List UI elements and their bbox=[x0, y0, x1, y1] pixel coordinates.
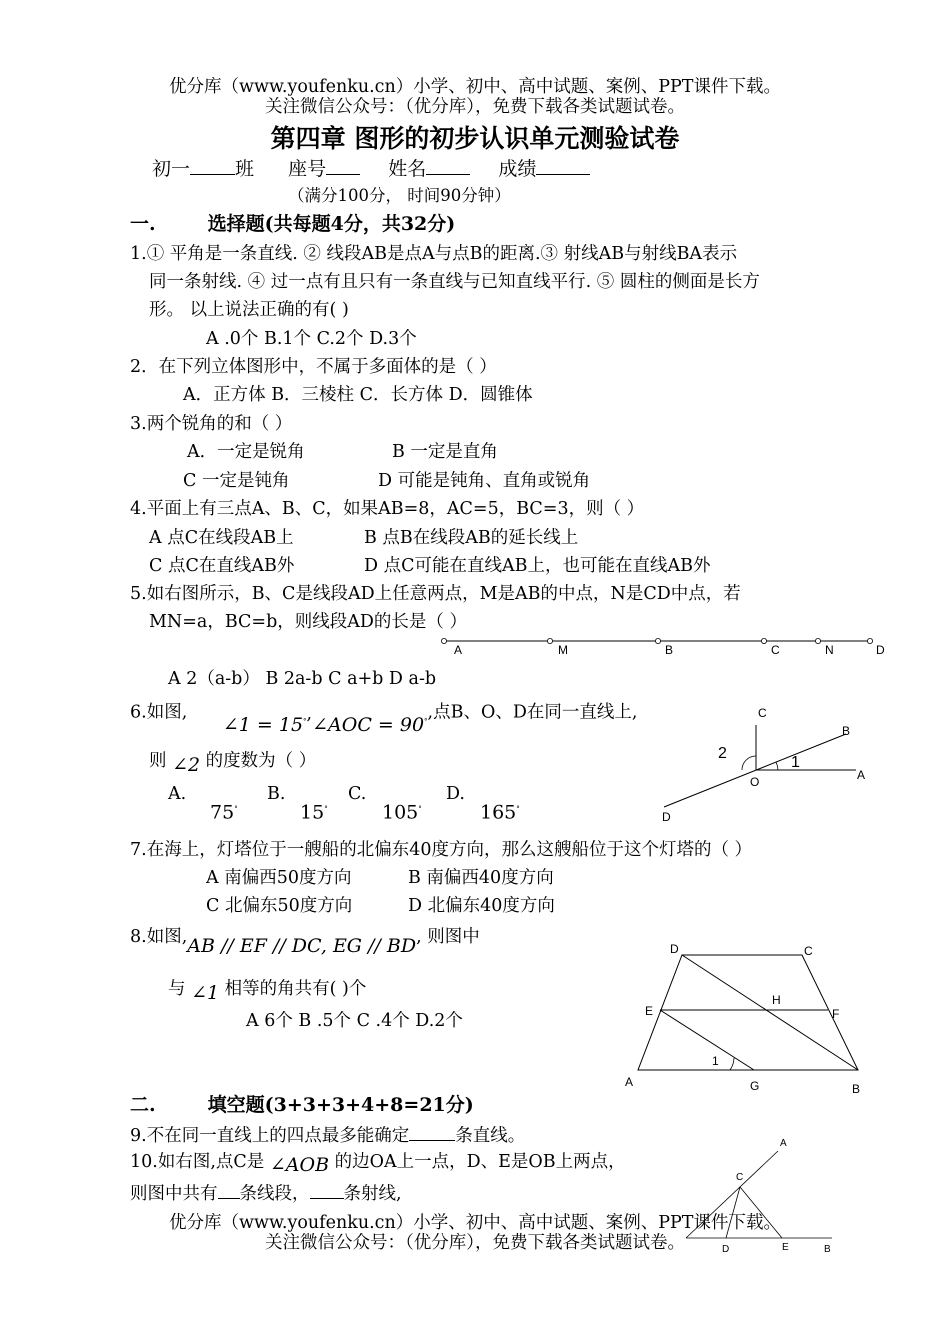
q8-pre: 8.如图, bbox=[130, 927, 188, 947]
q4-option-c: C 点C在直线AB外 bbox=[149, 556, 295, 576]
q7-option-d: D 北偏东40度方向 bbox=[408, 896, 555, 916]
label-e: E bbox=[645, 1004, 654, 1018]
label-b: B bbox=[824, 1244, 831, 1255]
footer-line-1: 优分库（www.youfenku.cn）小学、初中、高中试题、案例、PPT课件下载。 bbox=[169, 1213, 781, 1233]
q10-angle-aob: ∠AOB bbox=[269, 1154, 330, 1176]
q8-line-2-pre: 与 bbox=[168, 979, 186, 999]
q6-option-a-label: A. bbox=[168, 784, 187, 804]
q4-stem: 4.平面上有三点A、B、C，如果AB=8，AC=5，BC=3，则（ ） bbox=[130, 499, 645, 519]
q4-option-d: D 点C可能在直线AB上，也可能在直线AB外 bbox=[364, 556, 711, 576]
info-name: 姓名 bbox=[388, 158, 427, 180]
footer-line-2: 关注微信公众号：（优分库），免费下载各类试题试卷。 bbox=[265, 1233, 685, 1253]
info-class: 班 bbox=[235, 158, 255, 180]
arc-angle-1 bbox=[776, 762, 778, 770]
q10-line-2-c: 条射线, bbox=[343, 1184, 402, 1204]
label-d: D bbox=[662, 810, 671, 824]
q6-angle-aoc: ∠AOC = 90° bbox=[312, 714, 428, 737]
q1-options: A .0个 B.1个 C.2个 D.3个 bbox=[206, 329, 417, 349]
point-a bbox=[441, 638, 446, 643]
label-c: C bbox=[771, 643, 780, 657]
section-1-number: 一. bbox=[130, 213, 156, 235]
q10-line-2-b: 条线段， bbox=[239, 1184, 310, 1204]
q10-line-2-a: 则图中共有 bbox=[130, 1184, 218, 1204]
label-m: M bbox=[558, 643, 568, 657]
q6-line-2-post: 的度数为（ ） bbox=[205, 751, 317, 771]
label-angle-2: 2 bbox=[718, 745, 727, 762]
q7-option-b: B 南偏西40度方向 bbox=[408, 868, 554, 888]
q6-angle-2: ∠2 bbox=[172, 754, 201, 776]
label-d: D bbox=[876, 643, 885, 657]
q6-option-b-label: B. bbox=[267, 784, 286, 804]
q10-pre: 10.如右图,点C是 bbox=[130, 1152, 265, 1172]
q8-trapezoid-figure bbox=[620, 938, 870, 1098]
class-blank[interactable] bbox=[190, 156, 235, 175]
segment-eg bbox=[660, 1010, 754, 1070]
point-m bbox=[547, 638, 552, 643]
section-2-heading bbox=[130, 1094, 474, 1116]
q1-line-1: 1.① 平角是一条直线. ② 线段AB是点A与点B的距离.③ 射线AB与射线BA表示 bbox=[130, 244, 738, 264]
label-d: D bbox=[722, 1244, 730, 1255]
trapezoid-abcd bbox=[638, 955, 858, 1070]
q6-option-d-label: D. bbox=[446, 784, 465, 804]
label-angle-1: 1 bbox=[791, 754, 800, 771]
q6-angle-figure bbox=[650, 700, 880, 825]
q1-line-2: 同一条射线. ④ 过一点有且只有一条直线与已知直线平行. ⑤ 圆柱的侧面是长方 bbox=[149, 272, 760, 292]
info-grade: 初一 bbox=[152, 158, 191, 180]
q10-post: 的边OA上一点，D、E是OB上两点， bbox=[334, 1152, 626, 1172]
q8-parallel-expr: AB // EF // DC, EG // BD bbox=[187, 935, 417, 957]
q5-options: A 2（a-b） B 2a-b C a+b D a-b bbox=[168, 669, 437, 689]
info-seat: 座号 bbox=[288, 158, 327, 180]
section-1-title: 选择题(共每题4分，共32分) bbox=[207, 213, 456, 235]
label-angle-1: 1 bbox=[712, 1054, 719, 1068]
q2-options: A．正方体 B．三棱柱 C．长方体 D．圆锥体 bbox=[183, 385, 533, 405]
q1-line-3: 形。 以上说法正确的有( ) bbox=[149, 300, 349, 320]
arc-angle-2 bbox=[742, 756, 756, 770]
arc-angle-1 bbox=[730, 1058, 734, 1070]
degree-mark: ° bbox=[424, 718, 428, 726]
q6-post: ,点B、O、D在同一直线上, bbox=[427, 702, 638, 723]
q6-angle-1: ∠1 = 15° bbox=[222, 714, 307, 737]
q4-option-a: A 点C在线段AB上 bbox=[149, 528, 294, 548]
q6-option-c-value: 105° bbox=[382, 801, 422, 824]
degree-mark: ° bbox=[303, 718, 307, 726]
q2-stem: 2．在下列立体图形中，不属于多面体的是（ ） bbox=[130, 357, 497, 377]
student-info bbox=[152, 156, 590, 180]
label-h: H bbox=[772, 993, 781, 1007]
q6-option-c-label: C. bbox=[348, 784, 367, 804]
label-c: C bbox=[736, 1172, 744, 1183]
info-score: 成绩 bbox=[498, 158, 537, 180]
q8-angle-1: ∠1 bbox=[191, 982, 220, 1004]
point-n bbox=[815, 638, 820, 643]
q3-stem: 3.两个锐角的和（ ） bbox=[130, 414, 293, 434]
q7-option-c: C 北偏东50度方向 bbox=[206, 896, 353, 916]
section-2-title: 填空题(3+3+3+4+8=21分) bbox=[207, 1094, 474, 1116]
q8-line-2-post: 相等的角共有( )个 bbox=[224, 979, 367, 999]
q10-rays-blank[interactable] bbox=[310, 1180, 344, 1199]
label-n: N bbox=[825, 643, 834, 657]
q6-option-a-value: 75° bbox=[210, 801, 238, 824]
label-b: B bbox=[842, 724, 851, 738]
label-e: E bbox=[782, 1242, 789, 1253]
q6-pre: 6.如图, bbox=[130, 702, 188, 723]
q6-line-1: 6.如图, ∠1 = 15°,∠AOC = 90°,点B、O、D在同一直线上, bbox=[130, 702, 638, 737]
q8-options: A 6个 B .5个 C .4个 D.2个 bbox=[246, 1011, 463, 1031]
q6-option-b-value: 15° bbox=[300, 801, 328, 824]
q8-line-2 bbox=[168, 977, 367, 1004]
label-g: G bbox=[750, 1079, 760, 1093]
subtitle: （满分100分， 时间90分钟） bbox=[288, 186, 511, 205]
q5-segment-figure bbox=[440, 636, 900, 662]
point-c bbox=[761, 638, 766, 643]
label-a: A bbox=[454, 643, 463, 657]
seat-blank[interactable] bbox=[326, 156, 360, 175]
label-a: A bbox=[780, 1138, 787, 1149]
name-blank[interactable] bbox=[426, 156, 470, 175]
q8-post: , 则图中 bbox=[416, 927, 480, 947]
q10-line-1 bbox=[130, 1150, 626, 1176]
q10-segments-blank[interactable] bbox=[218, 1180, 240, 1199]
label-c: C bbox=[758, 706, 767, 720]
label-c: C bbox=[804, 944, 813, 958]
label-f: F bbox=[832, 1007, 840, 1021]
header-line-1: 优分库（www.youfenku.cn）小学、初中、高中试题、案例、PPT课件下载。 bbox=[169, 77, 781, 97]
header-line-2: 关注微信公众号：（优分库），免费下载各类试题试卷。 bbox=[265, 97, 685, 117]
label-d: D bbox=[670, 942, 679, 956]
q8-line-1 bbox=[130, 925, 480, 957]
label-b: B bbox=[852, 1082, 861, 1096]
q5-line-1: 5.如右图所示，B、C是线段AD上任意两点，M是AB的中点，N是CD中点，若 bbox=[130, 584, 741, 604]
q9-stem: 9.不在同一直线上的四点最多能确定 bbox=[130, 1126, 410, 1146]
q7-option-a: A 南偏西50度方向 bbox=[206, 868, 352, 888]
q4-option-b: B 点B在线段AB的延长线上 bbox=[364, 528, 579, 548]
q3-option-a: A．一定是锐角 bbox=[187, 442, 305, 462]
q3-option-b: B 一定是直角 bbox=[392, 442, 498, 462]
q5-line-2: MN=a，BC=b，则线段AD的长是（ ） bbox=[149, 612, 467, 632]
point-d bbox=[867, 638, 872, 643]
label-a: A bbox=[857, 768, 866, 782]
point-b bbox=[655, 638, 660, 643]
q9-tail: 条直线。 bbox=[455, 1126, 526, 1146]
score-blank[interactable] bbox=[536, 156, 590, 175]
label-b: B bbox=[665, 643, 674, 657]
q9-blank[interactable] bbox=[409, 1122, 455, 1141]
q6-line-2 bbox=[149, 749, 317, 776]
page-title: 第四章 图形的初步认识单元测验试卷 bbox=[270, 124, 680, 153]
q6-option-d-value: 165° bbox=[480, 801, 520, 824]
q6-line-2-pre: 则 bbox=[149, 751, 167, 771]
q3-option-d: D 可能是钝角、直角或锐角 bbox=[378, 471, 591, 491]
q9-text bbox=[130, 1122, 525, 1147]
q7-stem: 7.在海上，灯塔位于一艘船的北偏东40度方向，那么这艘船位于这个灯塔的（ ） bbox=[130, 840, 753, 860]
label-o: O bbox=[750, 775, 760, 789]
section-2-number: 二. bbox=[130, 1094, 156, 1116]
label-a: A bbox=[625, 1075, 634, 1089]
q10-line-2 bbox=[130, 1180, 402, 1205]
q3-option-c: C 一定是钝角 bbox=[183, 471, 290, 491]
section-1-heading bbox=[130, 213, 455, 235]
